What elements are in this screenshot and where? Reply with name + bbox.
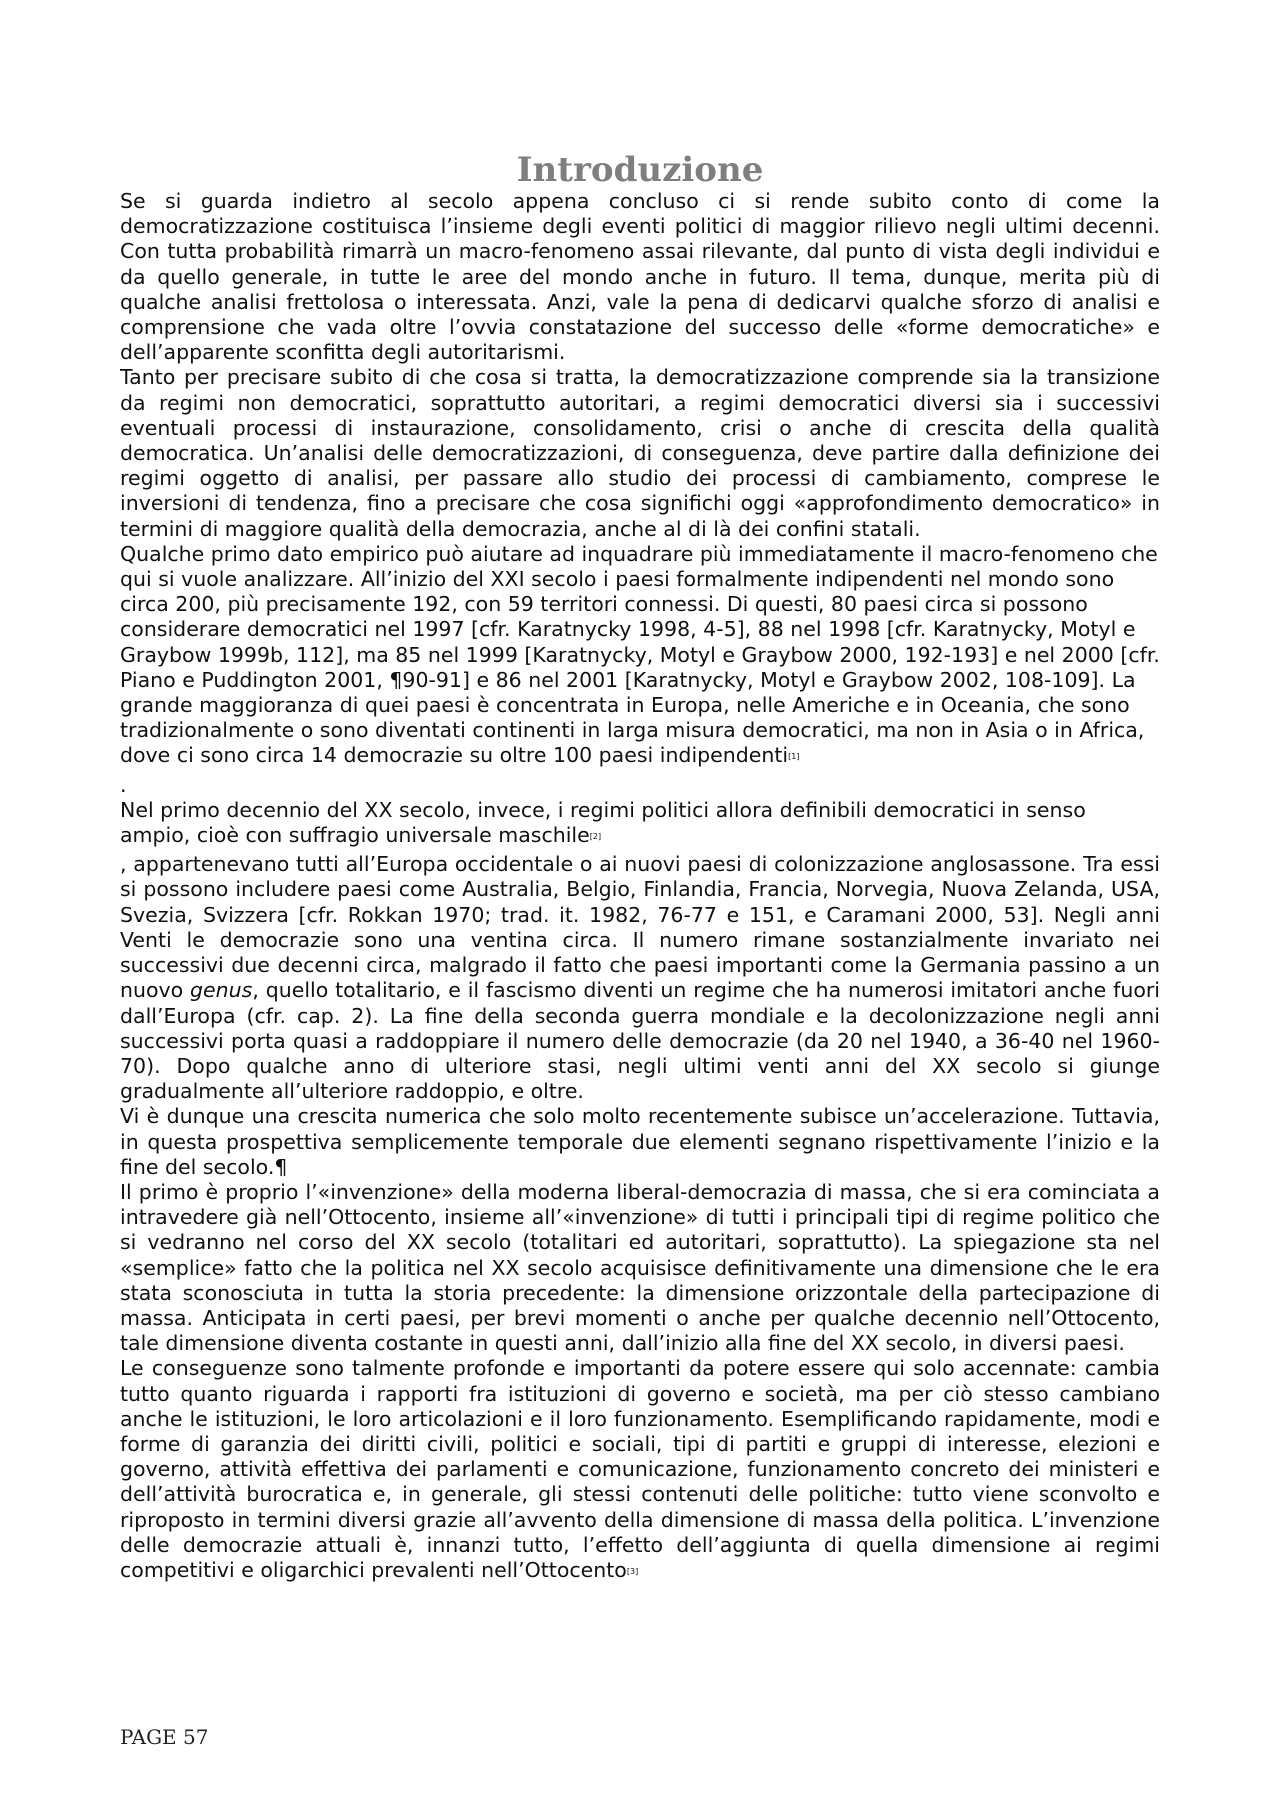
footnote-ref-3[interactable]: [3] — [626, 1566, 639, 1576]
paragraph-2: Tanto per precisare subito di che cosa si tratta, la democratizzazione comprende sia la transizione da regimi non democratici, soprattutto autoritari, a regimi democratici diversi sia i successivi eventuali processi di instaurazione, consolidamento, crisi o anche di crescita della qualità democratica. Un’analisi delle democratizzazioni, di conseguenza, deve partire dalla definizione dei regimi oggetto di analisi, per passare allo studio dei processi di cambiamento, comprese le inversioni di tendenza, fino a precisare che cosa significhi oggi «approfondimento democratico» in termini di maggiore qualità della democrazia, anche al di là dei confini statali. — [120, 365, 1160, 541]
paragraph-4-text: Nel primo decennio del XX secolo, invece, i regimi politici allora definibili democratici in senso ampio, cioè con suffragio universale maschile — [120, 797, 1086, 848]
footnote-ref-1[interactable]: [1] — [788, 752, 800, 762]
paragraph-3 — [120, 542, 1160, 773]
page-title: Introduzione — [516, 150, 764, 190]
paragraph-5-text-b: , quello totalitario, e il fascismo diventi un regime che ha numerosi imitatori anche fuori dall’Europa (cfr. cap. 2). La fine della seconda guerra mondiale e la decolonizzazione negli anni successivi porta quasi a raddoppiare il numero delle democrazie (da 20 nel 1940, a 36-40 nel 1960-70). Dopo qualche anno di ulteriore stasi, negli ultimi venti anni del XX secolo si giunge gradualmente all’ulteriore raddoppio, e oltre. — [120, 978, 1161, 1104]
paragraph-8-text: Le conseguenze sono talmente profonde e importanti da potere essere qui solo accennate: cambia tutto quanto riguarda i rapporti fra istituzioni di governo e società, ma per ciò stesso cambiano anche le istituzioni, le loro articolazioni e il loro funzionamento. Esemplificando rapidamente, modi e forme di garanzia dei diritti civili, politici e sociali, tipi di partiti e gruppi di interesse, elezioni e governo, attività effettiva dei parlamenti e comunicazione, funzionamento concreto dei ministeri e dell’attività burocratica e, in generale, gli stessi contenuti delle politiche: tutto viene sconvolto e riproposto in termini diversi grazie all’avvento della dimensione di massa della politica. L’invenzione delle democrazie attuali è, innanzi tutto, l’effetto dell’aggiunta di quella dimensione ai regimi competitivi e oligarchici prevalenti nell’Ottocento — [120, 1356, 1160, 1582]
paragraph-5-text-a: , appartenevano tutti all’Europa occidentale o ai nuovi paesi di colonizzazione anglosassone. Tra essi si possono includere paesi come Australia, Belgio, Finlandia, Francia, Norvegia, Nuova Zelanda, USA, Svezia, Svizzera [cfr. Rokkan 1970; trad. it. 1982, 76-77 e 151, e Caramani 2000, 53]. Negli anni Venti le democrazie sono una ventina circa. Il numero rimane sostanzialmente invariato nei successivi due decenni circa, malgrado il fatto che paesi importanti come la Germania passino a un nuovo — [120, 852, 1160, 1003]
paragraph-3-end: . — [120, 772, 127, 797]
footnote-ref-2[interactable]: [2] — [589, 832, 602, 842]
page-number: PAGE 57 — [120, 1725, 209, 1749]
paragraph-7: Il primo è proprio l’«invenzione» della moderna liberal-democrazia di massa, che si era cominciata a intravedere già nell’Ottocento, insieme all’«invenzione» di tutti i principali tipi di regime politico che si vedranno nel corso del XX secolo (totalitari ed autoritari, soprattutto). La spiegazione sta nel «semplice» fatto che la politica nel XX secolo acquisisce definitivamente una dimensione che le era stata sconosciuta in tutta la storia precedente: la dimensione orizzontale della partecipazione di massa. Anticipata in certi paesi, per brevi momenti o anche per qualche decennio nell’Ottocento, tale dimensione diventa costante in questi anni, dall’inizio alla fine del XX secolo, in diversi paesi. — [120, 1179, 1160, 1356]
paragraph-1: Se si guarda indietro al secolo appena concluso ci si rende subito conto di come la democratizzazione costituisca l’insieme degli eventi politici di maggior rilievo negli ultimi decenni. Con tutta probabilità rimarrà un macro-fenomeno assai rilevante, dal punto di vista degli individui e da quello generale, in tutte le aree del mondo anche in futuro. Il tema, dunque, merita più di qualche analisi frettolosa o interessata. Anzi, vale la pena di dedicarvi qualche sforzo di analisi e comprensione che vada oltre l’ovvia constatazione del successo delle «forme democratiche» e dell’apparente sconfitta degli autoritarismi. — [120, 189, 1160, 365]
paragraph-6: Vi è dunque una crescita numerica che solo molto recentemente subisce un’accelerazione. Tuttavia, in questa prospettiva semplicemente temporale due elementi segnano rispettivamente l’inizio e la fine del secolo.¶ — [120, 1104, 1160, 1179]
paragraph-4 — [120, 798, 1160, 852]
paragraph-5-emphasis: genus — [190, 978, 253, 1003]
body-text — [120, 189, 1160, 1587]
paragraph-8 — [120, 1356, 1160, 1587]
paragraph-3-text: Qualche primo dato empirico può aiutare ad inquadrare più immediatamente il macro-fenomeno che qui si vuole analizzare. All’inizio del XXI secolo i paesi formalmente indipendenti nel mondo sono circa 200, più precisamente 192, con 59 territori connessi. Di questi, 80 paesi circa si possono considerare democratici nel 1997 [cfr. Karatnycky 1998, 4-5], 88 nel 1998 [cfr. Karatnycky, Motyl e Graybow 1999b, 112], ma 85 nel 1999 [Karatnycky, Motyl e Graybow 2000, 192-193] e nel 2000 [cfr. Piano e Puddington 2001, ¶90-91] e 86 nel 2001 [Karatnycky, Motyl e Graybow 2002, 108-109]. La grande maggioranza di quei paesi è concentrata in Europa, nelle Americhe e in Oceania, che sono tradizionalmente o sono diventati continenti in larga misura democratici, ma non in Asia o in Africa, dove ci sono circa 14 democrazie su oltre 100 paesi indipendenti — [120, 541, 1160, 768]
paragraph-5 — [120, 852, 1160, 1104]
